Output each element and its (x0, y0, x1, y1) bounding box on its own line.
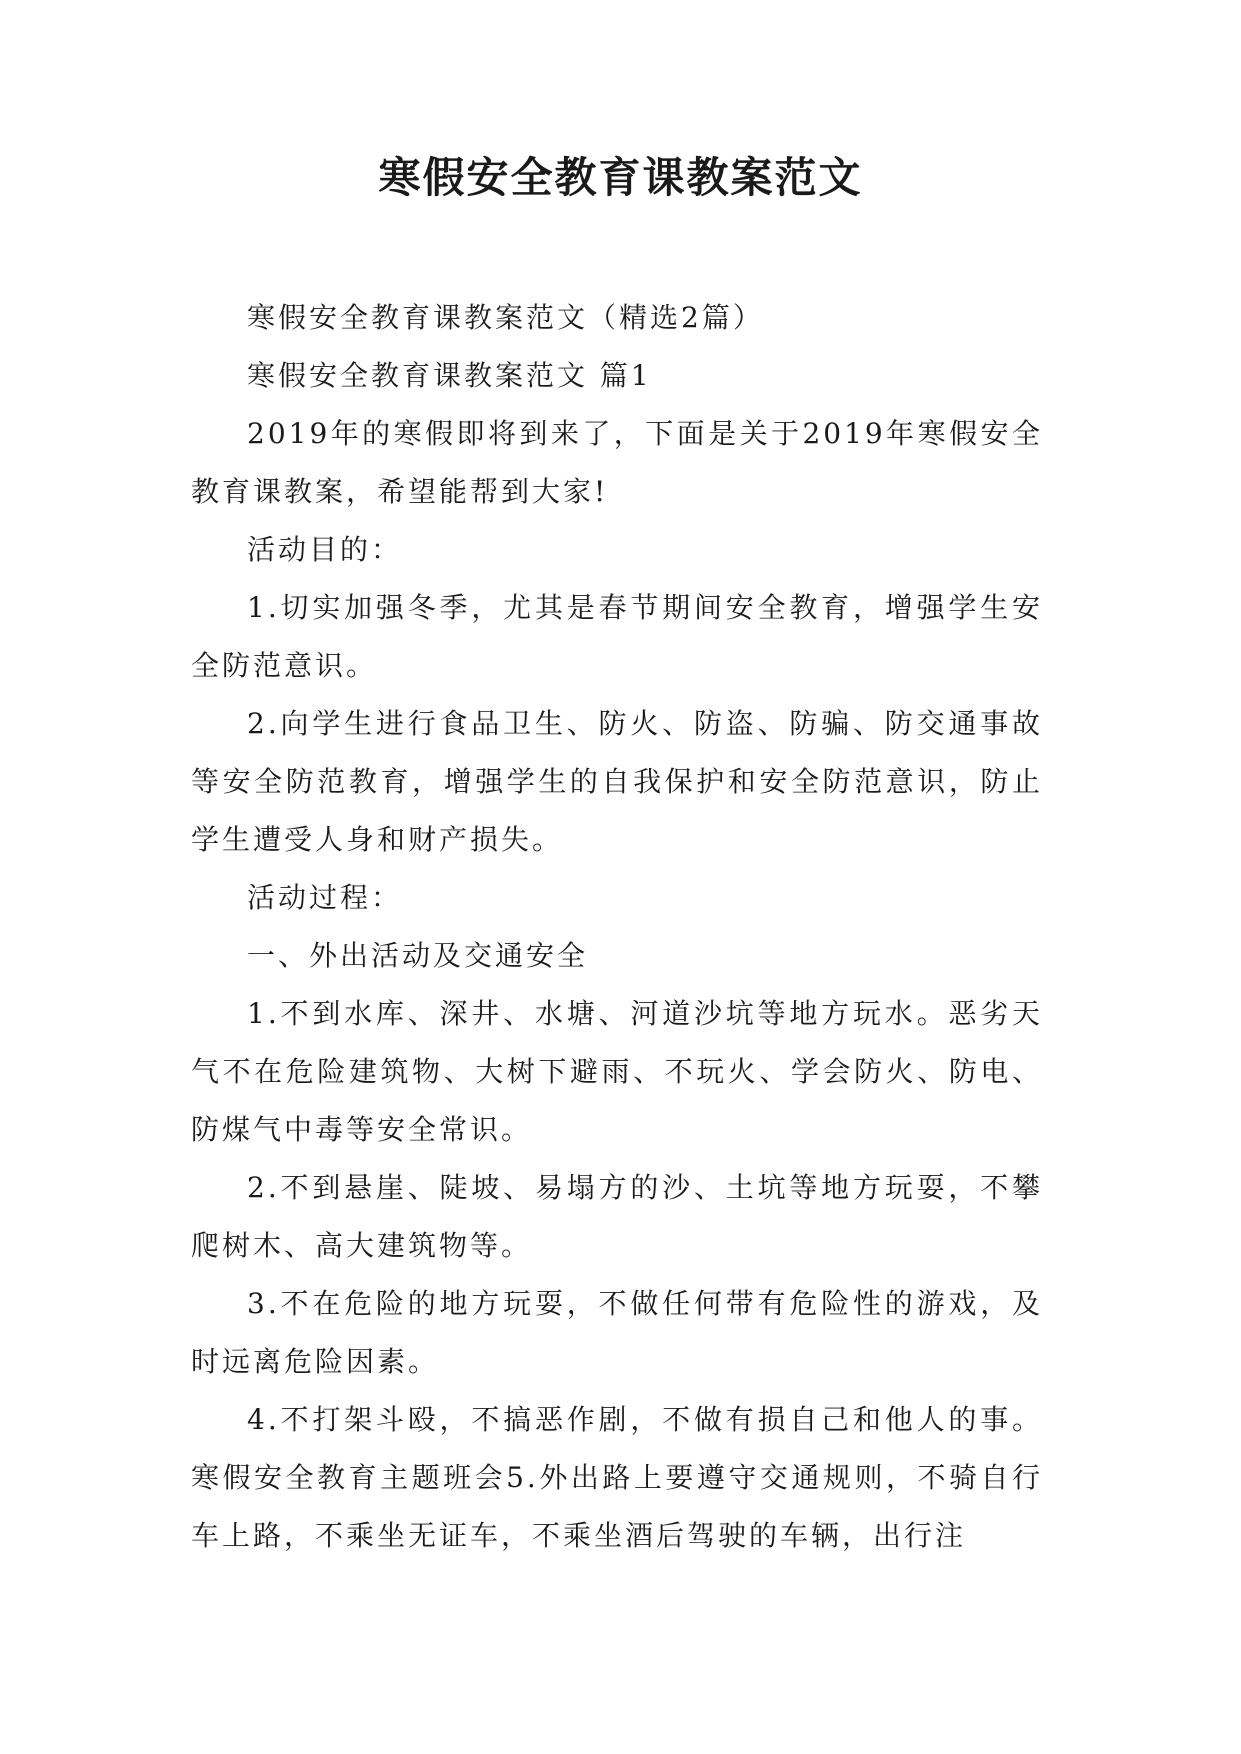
paragraph: 2.向学生进行食品卫生、防火、防盗、防骗、防交通事故等安全防范教育，增强学生的自我保护和安全防范意识，防止学生遭受人身和财产损失。 (191, 707, 1043, 856)
paragraph: 3.不在危险的地方玩耍，不做任何带有危险性的游戏，及时远离危险因素。 (191, 1287, 1043, 1378)
paragraph: 2.不到悬崖、陡坡、易塌方的沙、土坑等地方玩耍，不攀爬树木、高大建筑物等。 (191, 1171, 1043, 1262)
paragraph: 4.不打架斗殴，不搞恶作剧，不做有损自己和他人的事。寒假安全教育主题班会5.外出路上要遵守交通规则，不骑自行车上路，不乘坐无证车，不乘坐酒后驾驶的车辆，出行注 (191, 1403, 1043, 1552)
paragraph: 活动目的： (247, 533, 403, 566)
paragraph: 活动过程： (247, 881, 403, 914)
paragraph: 1.切实加强冬季，尤其是春节期间安全教育，增强学生安全防范意识。 (191, 591, 1043, 682)
paragraph: 2019年的寒假即将到来了，下面是关于2019年寒假安全教育课教案，希望能帮到大家! (191, 417, 1043, 508)
paragraph: 一、外出活动及交通安全 (247, 939, 589, 972)
document-body (191, 289, 1043, 1565)
document-title: 寒假安全教育课教案范文 (378, 153, 863, 202)
paragraph: 寒假安全教育课教案范文（精选2篇） (247, 301, 764, 334)
paragraph: 寒假安全教育课教案范文 篇1 (247, 359, 652, 392)
paragraph: 1.不到水库、深井、水塘、河道沙坑等地方玩水。恶劣天气不在危险建筑物、大树下避雨、不玩火、学会防火、防电、防煤气中毒等安全常识。 (191, 997, 1043, 1146)
